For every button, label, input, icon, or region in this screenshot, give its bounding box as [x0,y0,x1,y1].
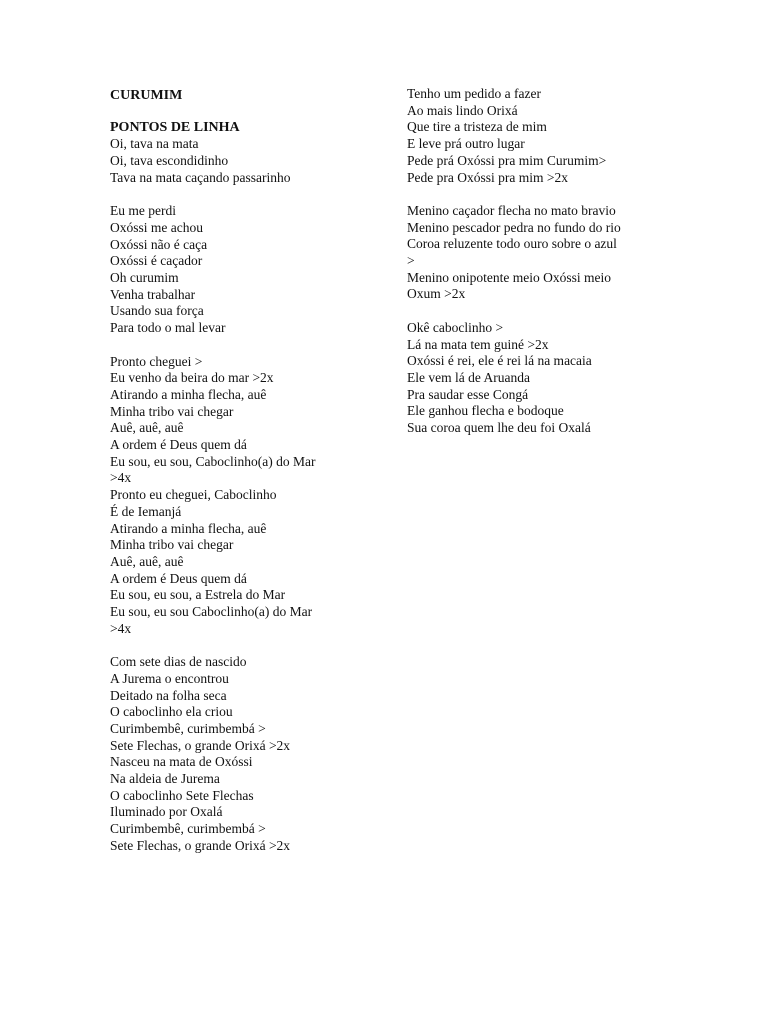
right-column [407,86,697,437]
verse-line: Auê, auê, auê [110,420,184,436]
verse-line: Usando sua força [110,303,204,319]
verse-line: Deitado na folha seca [110,687,227,703]
verse-line: Pede pra Oxóssi pra mim >2x [407,169,568,185]
verse-line: Pra saudar esse Congá [407,386,529,402]
verse-line: Que tire a tristeza de mim [407,119,547,135]
verse-line: Minha tribo vai chegar [110,537,234,553]
verse-line: Sete Flechas, o grande Orixá >2x [110,737,291,753]
verse-line: Lá na mata tem guiné >2x [407,336,549,352]
verse-line: Oi, tava na mata [110,136,199,152]
verse-line: Curimbembê, curimbembá > [110,720,266,736]
verse-line: Pronto cheguei > [110,353,203,369]
verse-line: Pronto eu cheguei, Caboclinho [110,487,277,503]
verse-line: E leve prá outro lugar [407,136,525,152]
verse-line: Oxóssi me achou [110,219,203,235]
verse-line: Venha trabalhar [110,286,196,302]
verse-line: Atirando a minha flecha, auê [110,520,267,536]
page-title: CURUMIM [110,88,183,103]
verse-line: O caboclinho Sete Flechas [110,787,254,803]
verse-line: Ele vem lá de Aruanda [407,369,530,385]
verse [110,136,400,186]
verse-line: Nasceu na mata de Oxóssi [110,754,253,770]
verse-line: Atirando a minha flecha, auê [110,386,267,402]
verse-line: Tenho um pedido a fazer [407,86,541,101]
right-verses [407,86,697,437]
left-verses [110,136,400,854]
verse-line: Oxóssi é caçador [110,253,203,269]
verse-line: O caboclinho ela criou [110,704,233,720]
verse [110,354,400,638]
verse-line: Oi, tava escondidinho [110,153,229,169]
verse-line: Sua coroa quem lhe deu foi Oxalá [407,420,591,436]
verse-line: É de Iemanjá [110,503,182,519]
verse-line: Ao mais lindo Orixá [407,102,518,118]
verse-line: Menino onipotente meio Oxóssi meio [407,269,611,285]
verse-line: Pede prá Oxóssi pra mim Curumim> [407,152,607,168]
verse-line: Sete Flechas, o grande Orixá >2x [110,837,291,853]
verse-line: Okê caboclinho > [407,319,504,335]
verse-line: Ele ganhou flecha e bodoque [407,403,564,419]
verse-line: Eu venho da beira do mar >2x [110,370,274,386]
verse-line: Oh curumim [110,270,179,286]
verse-line: Para todo o mal levar [110,320,226,336]
verse-line: Eu sou, eu sou Caboclinho(a) do Mar [110,604,313,620]
verse [110,654,400,854]
verse [407,203,697,303]
verse-line: Minha tribo vai chegar [110,403,234,419]
verse-line: Eu me perdi [110,203,176,219]
verse-line: A ordem é Deus quem dá [110,570,247,586]
verse-line: Oxum >2x [407,286,466,302]
verse [407,320,697,437]
verse-line: Eu sou, eu sou, Caboclinho(a) do Mar [110,453,316,469]
verse-line: Eu sou, eu sou, a Estrela do Mar [110,587,286,603]
verse-line: Oxóssi é rei, ele é rei lá na macaia [407,353,592,369]
verse-line: A Jurema o encontrou [110,670,229,686]
verse-line: Oxóssi não é caça [110,236,208,252]
left-column [110,86,400,855]
verse-line: > [407,253,415,269]
verse-line: Auê, auê, auê [110,553,184,569]
verse-line: >4x [110,620,132,636]
verse-line: A ordem é Deus quem dá [110,437,247,453]
verse-line: Com sete dias de nascido [110,654,247,670]
verse-line: Iluminado por Oxalá [110,804,223,820]
verse-line: Curimbembê, curimbembá > [110,821,266,837]
verse-line: Menino pescador pedra no fundo do rio [407,219,621,235]
verse-line: Menino caçador flecha no mato bravio [407,202,616,218]
section-title: PONTOS DE LINHA [110,119,240,135]
verse [110,203,400,337]
verse-line: >4x [110,470,132,486]
verse-line: Na aldeia de Jurema [110,771,220,787]
verse-line: Tava na mata caçando passarinho [110,169,291,185]
verse-line: Coroa reluzente todo ouro sobre o azul [407,236,617,252]
verse [407,86,697,186]
